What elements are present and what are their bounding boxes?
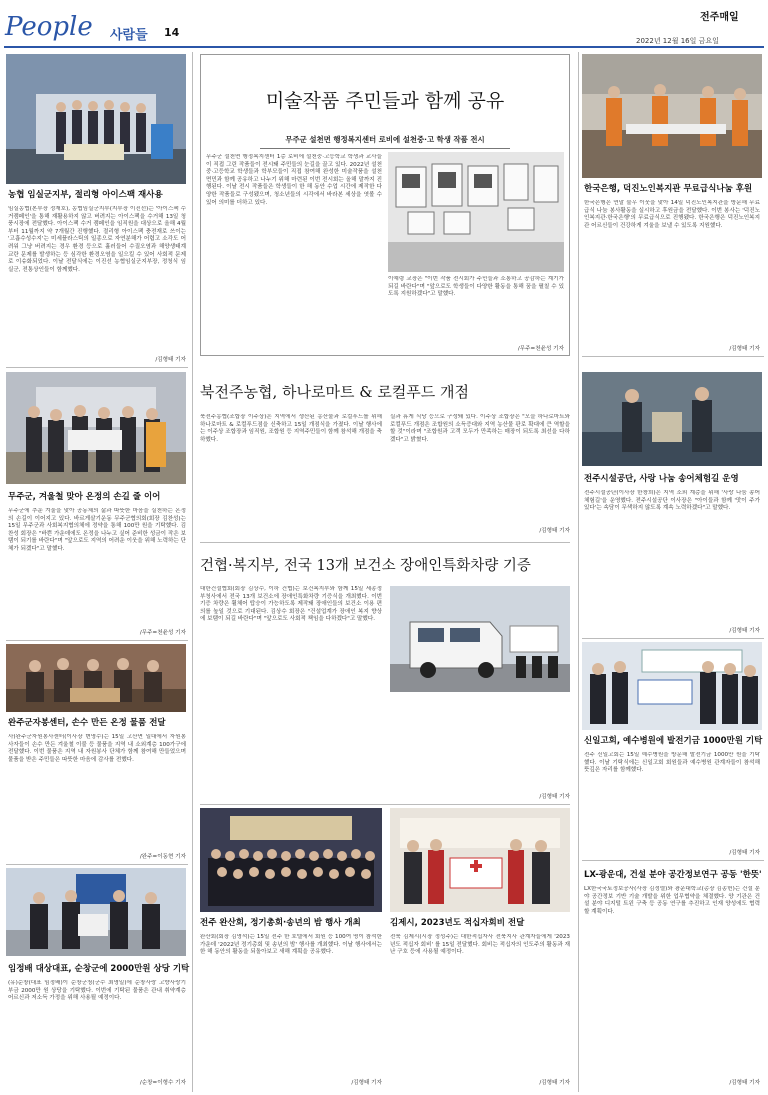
article-headline: 신일고회, 예수병원에 발전기금 1000만원 기탁 <box>584 736 763 746</box>
article-divider <box>6 640 188 641</box>
article-byline: /김형태 기자 <box>539 1080 570 1086</box>
article-byline: /무주=천윤성 기자 <box>139 630 186 636</box>
article-body: 전북 김제시(시장 정성주)는 대한적십자사 전북지사 관계자들에게 '2023년도 적십자 회비' 를 15일 전달했다. 회비는 적십자의 인도주의 활동과 재난 구호 등에 사용될 예정이다. <box>390 934 570 956</box>
article-headline: LX-광운대, 건설 분야 공간정보연구 공동 '한뜻' <box>584 870 762 880</box>
photo-wansanhoe <box>200 808 382 912</box>
constr-body: 대한건설협회(회장 김상수, 이하 건협)는 보건복지부와 함께 15일 세종정부청사에서 전국 13개 보건소에 장애인특화차량 기증식을 개최했다. 이번 기증 차량은 휠체어 탑승이 가능하도록 제작돼 장애인들의 보건소 이용 편의를 높일 것으로 기대된다. 김상수 회장은 "건설업계가 장애인 복지 향상에 보탬이 되길 바란다"며 "앞으로도 사회적 책임을 다하겠다"고 말했다. <box>200 586 382 623</box>
article-body: 완산회(회장 김영석)는 15일 전주 한 호텔에서 회원 등 100여 명이 참석한 가운데 '2022년 정기총회 및 송년의 밤' 행사를 개최했다. 이날 행사에서는 한 해 동안의 활동을 되돌아보고 새해 계획을 공유했다. <box>200 934 382 956</box>
photo-art-exhibition <box>388 152 564 272</box>
north-title: 북전주농협, 하나로마트 & 로컬푸드 개점 <box>200 383 470 401</box>
photo-icepack-donation <box>6 54 186 184</box>
article-headline: 임정배 대상대표, 순창군에 2000만원 상당 기탁 <box>8 964 190 974</box>
article-headline: 완주군자봉센터, 손수 만든 온정 물품 전달 <box>8 718 166 728</box>
article-headline: 전주시설공단, 사랑 나눔 송어체험길 운영 <box>584 474 739 484</box>
article-divider <box>582 356 764 357</box>
photo-meal-service <box>582 54 762 178</box>
article-byline: /김형태 기자 <box>729 346 760 352</box>
article-byline: /완주=이동현 기자 <box>139 854 186 860</box>
photo-vehicle-donation <box>390 586 570 692</box>
section-title: People <box>5 12 93 42</box>
article-headline: 전주 완산회, 정기총회·송년의 밤 행사 개최 <box>200 918 361 928</box>
article-divider <box>6 367 188 368</box>
photo-wanju-volunteers <box>6 644 186 712</box>
article-divider <box>582 638 764 639</box>
constr-body-photo-side <box>390 698 570 754</box>
photo-trout-experience <box>582 372 762 466</box>
north-byline: /김형태 기자 <box>539 528 570 534</box>
article-headline: 김제시, 2023년도 적십자회비 전달 <box>390 918 525 928</box>
article-byline: /김형태 기자 <box>729 628 760 634</box>
column-rule <box>578 52 579 1092</box>
article-divider <box>582 860 764 861</box>
article-body: 전주시설공단(이사장 한창희)은 지역 소외 계층을 위해 '사랑 나눔 송어체험길'을 운영했다. 전주시설공단 이사장은 "아이들과 함께 '맛이 주가 있다'는 속담이 무색하지 않도록 계속 노력하겠다"고 말했다. <box>584 490 760 512</box>
feature-subtitle-rule <box>260 148 510 149</box>
article-body: (유)순창(대표 임정배)이 순창군청(군수 최영일)에 순창사랑 고향사랑기부금 2000만 원 상당을 기탁했다. 이번에 기탁된 물품은 관내 취약계층 어르신과 저소득 가정을 위해 사용될 예정이다. <box>8 980 186 1002</box>
issue-date: 2022년 12월 16일 금요일 <box>636 37 719 45</box>
article-headline: 농협 임실군지부, 절리형 아이스팩 재사용 <box>8 190 163 200</box>
article-headline: 한국은행, 덕진노인복지관 무료급식나눔 후원 <box>584 184 753 194</box>
feature-body-right: 이예령 교장은 "이번 작품 전시회가 주민들과 소통하고 공감하는 계기가 되길 바란다"며 "앞으로도 학생들이 다양한 활동을 통해 꿈을 펼칠 수 있도록 지원하겠다"고 말했다. <box>388 276 564 298</box>
north-body-right: 실과 휴게 식당 등으로 구성돼 있다. 이주상 조합장은 "오늘 하나로마트와 로컬푸드 개점은 조합원의 소득증대와 지역 농산물 판로 확대에 큰 역할을 할 것"이라며 "조합원과 고객 모두가 만족하는 매장이 되도록 최선을 다하겠다"고 밝혔다. <box>390 414 570 443</box>
feature-body-left: 무주군 설천면 행정복지센터 1층 로비에 설천중·고등학교 학생과 교사들이 직접 그린 작품들이 전시돼 주민들의 눈길을 끌고 있다. 2022년 설천중·고등학교 학생들과 학부모들이 직접 참여해 완성한 미술작품을 설천면민과 함께 공유하고 나누기 위해 마련된 이번 전시회는 올해 말까지 진행된다. 이날 전시 작품들은 학생들이 한 해 동안 수업 시간에 제작한 다양한 작품들로 구성됐으며, 청소년들의 시각에서 바라본 세상을 엿볼 수 있어 의미를 더하고 있다. <box>206 154 382 206</box>
article-byline: /김형태 기자 <box>729 1080 760 1086</box>
article-byline: /순창=이형수 기자 <box>139 1080 186 1086</box>
article-byline: /김형태 기자 <box>351 1080 382 1086</box>
article-divider <box>200 804 570 805</box>
page-number: 14 <box>164 26 180 39</box>
article-byline: /김형태 기자 <box>729 850 760 856</box>
feature-byline: /무주=천윤성 기자 <box>517 346 564 352</box>
article-body: 사)완주군자원봉사센터(이사장 변영수)는 15일 고산면 일대에서 자원봉사자들이 손수 만든 겨울철 이불 등 물품을 지역 내 소외계층 100가구에 전달했다. 이번 물품은 지역 내 자원봉사 단체가 함께 참여해 만들었으며 물품을 받은 주민들은 따뜻한 마음에 감사를 전했다. <box>8 734 186 763</box>
constr-title: 건협·복지부, 전국 13개 보건소 장애인특화차량 기증 <box>200 558 531 574</box>
north-body-left: 북전주농협(조합장 이주상)은 지역에서 생산된 농산물과 로컬푸드를 위해 하나로마트 & 로컬푸드점을 신축하고 15일 개점식을 가졌다. 이날 행사에는 이주상 조합장과 임직원, 조합원 등 지역주민들이 함께 참석해 개점을 축하했다. <box>200 414 382 443</box>
column-rule <box>192 52 193 1092</box>
feature-title: 미술작품 주민들과 함께 공유 <box>265 90 505 112</box>
feature-subtitle: 무주군 설천면 행정복지센터 로비에 설천중·고 학생 작품 전시 <box>285 135 485 144</box>
article-headline: 무주군, 겨울철 맞아 온정의 손길 줄 이어 <box>8 492 161 502</box>
paper-name: 전주매일 <box>700 12 739 23</box>
photo-muju-donation <box>6 372 186 484</box>
constr-byline: /김형태 기자 <box>539 794 570 800</box>
page-header <box>0 0 768 48</box>
article-body: 한국은행은 연말 불우 이웃을 맞아 14일 덕진노인복지관을 방문해 무료급식 나눔 봉사활동을 실시하고 후원금을 전달했다. 이번 봉사는 '덕진노인복지관·한국은행'의 무료급식으로 진행됐다. 한국은행은 덕진노인복지관 어르신들이 건강하게 겨울을 보낼 수 있도록 지원했다. <box>584 200 760 229</box>
article-byline: /김형태 기자 <box>155 357 186 363</box>
section-subtitle: 사람들 <box>110 28 148 43</box>
photo-hospital-donation <box>582 642 762 730</box>
article-body: LX한국국토정보공사(사장 김정렬)와 광운대학교(총장 김종헌)는 건설 분야 공간정보 기반 기술 개발을 위한 업무협약을 체결했다. 양 기관은 건설 분야 디지털 트윈 구축 등 공동 연구를 추진하고 인재 양성에도 협력할 계획이다. <box>584 886 760 915</box>
article-divider <box>200 542 570 543</box>
article-body: 전주 신일고회는 15일 예수병원을 방문해 발전기금 1000만 원을 기탁했다. 이날 기탁식에는 신일고회 회원들과 예수병원 관계자들이 참석해 뜻깊은 자리를 함께했다. <box>584 752 760 774</box>
article-divider <box>6 864 188 865</box>
photo-redcross <box>390 808 570 912</box>
header-rule <box>4 46 764 48</box>
photo-sunchang-donation <box>6 868 186 956</box>
article-body: 무주군에 추운 겨울을 맞아 공동체의 삶과 따뜻한 마음을 실천하는 온정의 손길이 이어지고 있다. 바르게살기운동 무주군협의회(회장 김찬성)는 15일 무주군과 사회복지협의체에 정약을 통해 100만 원을 기탁했다. 김찬성 회장은 "바쁜 가운데에도 온정을 나누고 싶어 준비한 성금이 작은 보탬이 되기를 바란다"며 "앞으로도 지역의 어려운 이웃을 위해 노력하는 단체가 되겠다"고 말했다. <box>8 508 186 552</box>
article-body: 임실농협(본부장 정재호), 농협임실군지부(지부장 이진선)는 '아이스팩 수거캠페인'을 통해 재활용하지 않고 버려지는 아이스팩을 수거해 13일 청풍시장에 전달했다. 아이스팩 수거 캠페인을 임직원을 대상으로 올해 4월부터 11월까지 약 7개월간 진행했다. 절리형 아이스팩 충전재로 쓰이는 '고흡수성수지'는 미세플라스틱의 일종으로 자연분해가 어렵고 소각도 어려워 그냥 버려지는 경우 환경 등으로 흘러들어 수질오염과 해양생태계 교란 문제를 발생하는 등 심각한 환경오염을 일으킬 수 있어 사회적 문제로 이슈화되었다. 이날 전달식에는 이진선 농협임실군지부장, 정청식 임실군, 전통상인들이 함께했다. <box>8 206 186 273</box>
